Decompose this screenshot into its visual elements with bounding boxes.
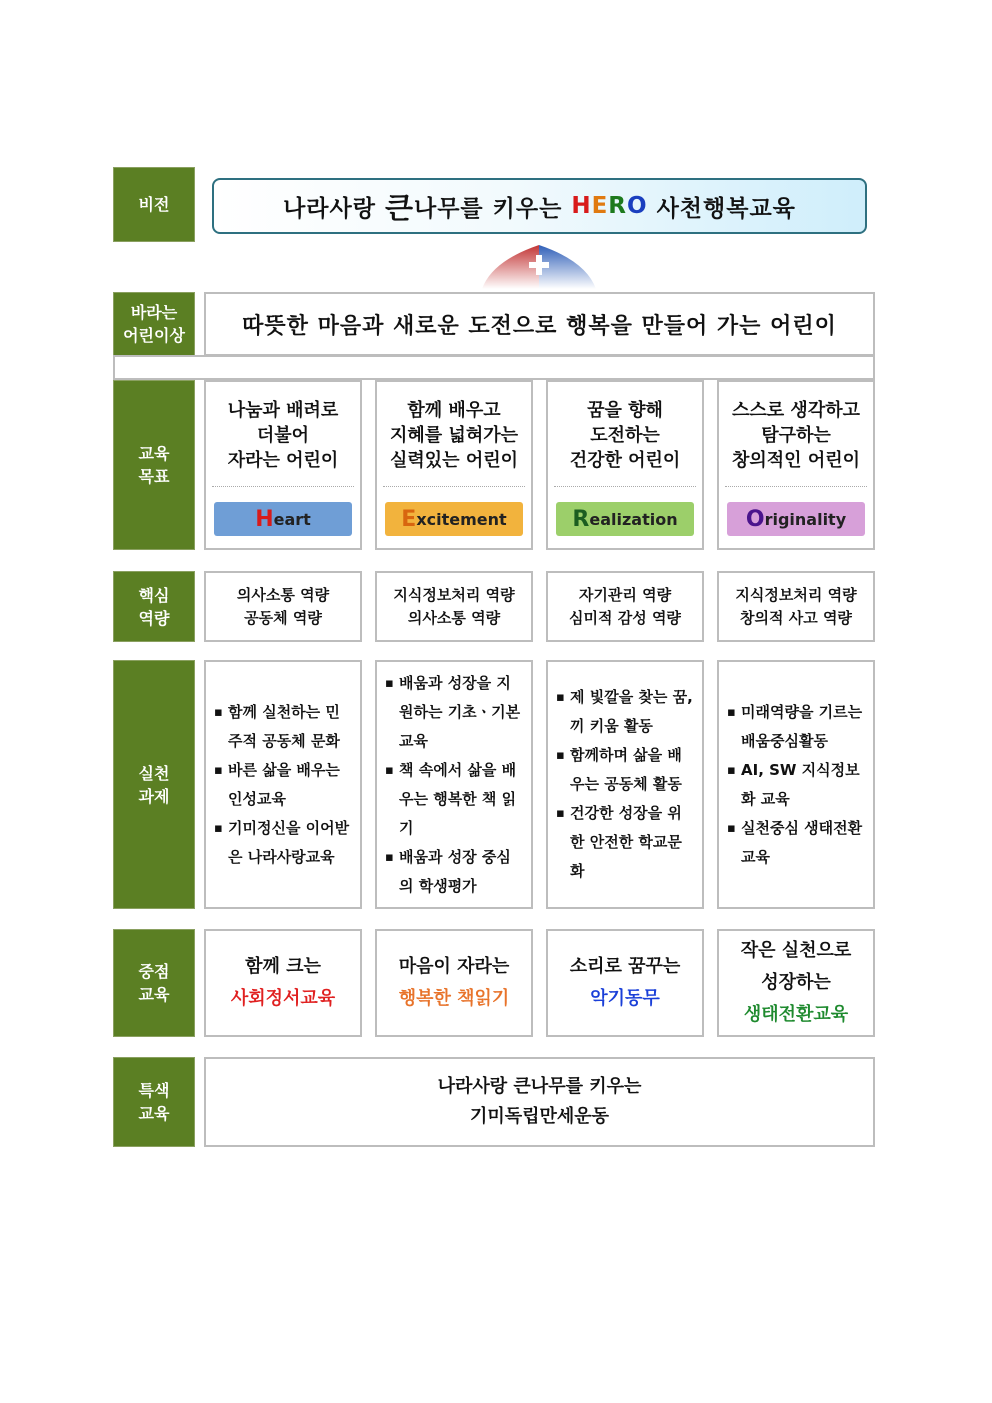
focus-line: 성장하는 [761,972,831,993]
task-item: ▪ 기미정신을 이어받은 나라사랑교육 [214,814,354,872]
competency-line: 심미적 감성 역량 [569,608,681,627]
competency-card [375,571,533,642]
competency-line: 공동체 역량 [244,608,322,627]
divider [383,486,525,487]
focus-card [375,929,533,1037]
badge-word: eart [273,509,311,529]
goal-line: 꿈을 향해 [587,400,663,421]
badge-initial: H [255,506,274,532]
task-card [546,660,704,909]
task-card [204,660,362,909]
special-box: 나라사랑 큰나무를 키우는 기미독립만세운동 [204,1057,875,1147]
ideal-child-statement: 따뜻한 마음과 새로운 도전으로 행복을 만들어 가는 어린이 [204,292,875,356]
tasks-label: 실천 과제 [113,660,195,909]
competency-line: 지식정보처리 역량 [735,585,857,604]
goal-text [206,398,360,473]
focus-line: 작은 실천으로 [740,940,852,961]
goal-line: 도전하는 [590,425,660,446]
goal-line: 더불어 [256,425,310,446]
competency-card [546,571,704,642]
goal-line: 탐구하는 [761,425,831,446]
special-label: 특색 교육 [113,1057,195,1147]
task-item: ▪ 실천중심 생태전환 교육 [727,814,867,872]
task-list [206,698,360,872]
task-item: ▪ 책 속에서 삶을 배우는 행복한 책 읽기 [385,756,525,843]
focus-card [717,929,875,1037]
competency-card [717,571,875,642]
goal-line: 지혜를 넓혀가는 [390,425,518,446]
goal-card [375,380,533,550]
divider [212,486,354,487]
task-item: ▪ AI, SW 지식정보화 교육 [727,756,867,814]
focus-highlight: 악기동무 [590,988,660,1009]
task-item: ▪ 배움과 성장을 지원하는 기초ㆍ기본교육 [385,669,525,756]
up-arrow-icon [482,243,596,289]
goals-label: 교육 목표 [113,380,195,550]
badge-word: xcitement [416,509,507,529]
competency-line: 의사소통 역량 [407,608,501,627]
competency-card [204,571,362,642]
goal-line: 함께 배우고 [407,400,501,421]
divider [554,486,696,487]
task-item: ▪ 바른 삶을 배우는 인성교육 [214,756,354,814]
badge-word: riginality [764,509,847,529]
vision-label: 비전 [113,167,195,242]
goal-card [546,380,704,550]
goal-badge [385,502,523,536]
divider [725,486,867,487]
goal-text [377,398,531,473]
goal-card [204,380,362,550]
goal-badge [214,502,352,536]
goal-line: 스스로 생각하고 [732,400,860,421]
focus-label: 중점 교육 [113,929,195,1037]
focus-highlight: 사회정서교육 [230,988,336,1009]
goal-line: 건강한 어린이 [569,450,681,471]
task-item: ▪ 배움과 성장 중심의 학생평가 [385,843,525,901]
goal-badge [556,502,694,536]
goal-text [719,398,873,473]
competency-label: 핵심 역량 [113,571,195,642]
goal-card [717,380,875,550]
focus-card [204,929,362,1037]
divider-bar [113,355,875,380]
competency-line: 자기관리 역량 [578,585,672,604]
goal-line: 자라는 어린이 [227,450,339,471]
badge-initial: O [745,506,765,532]
task-item: ▪ 함께 실천하는 민주적 공동체 문화 [214,698,354,756]
focus-highlight: 행복한 책읽기 [398,988,510,1009]
task-card [375,660,533,909]
focus-highlight: 생태전환교육 [743,1004,849,1025]
task-card [717,660,875,909]
goal-line: 창의적인 어린이 [732,450,860,471]
goal-text [548,398,702,473]
task-item: ▪ 함께하며 삶을 배우는 공동체 활동 [556,741,696,799]
vision-statement: 나라사랑 큰 나무를 키우는 H E R O 사천행복교육 [212,178,867,234]
task-list [719,698,873,872]
task-item: ▪ 건강한 성장을 위한 안전한 학교문화 [556,799,696,886]
focus-line: 소리로 꿈꾸는 [569,956,681,977]
ideal-child-label: 바라는 어린이상 [113,292,195,356]
focus-line: 함께 크는 [245,956,321,977]
badge-initial: R [572,506,590,532]
task-item: ▪ 미래역량을 기르는 배움중심활동 [727,698,867,756]
task-item: ▪ 제 빛깔을 찾는 꿈, 끼 키움 활동 [556,683,696,741]
competency-line: 지식정보처리 역량 [393,585,515,604]
goal-line: 나눔과 배려로 [227,400,339,421]
competency-line: 의사소통 역량 [236,585,330,604]
badge-word: ealization [589,509,678,529]
focus-card [546,929,704,1037]
focus-line: 마음이 자라는 [398,956,510,977]
competency-line: 창의적 사고 역량 [740,608,852,627]
badge-initial: E [401,506,417,532]
goal-line: 실력있는 어린이 [390,450,518,471]
task-list [548,683,702,886]
goal-badge [727,502,865,536]
task-list [377,669,531,901]
